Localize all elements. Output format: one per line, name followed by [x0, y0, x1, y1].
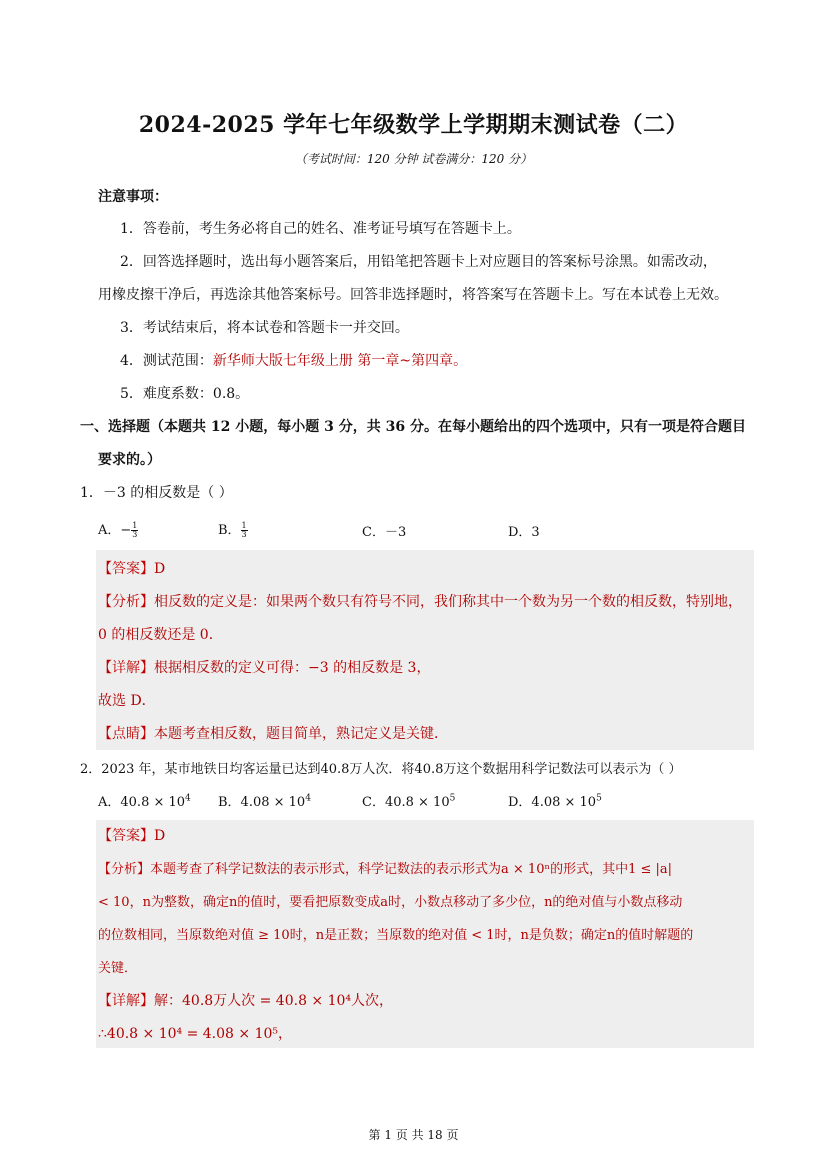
q1-solution-panel — [96, 550, 754, 750]
note-item-4-label: 4．测试范围： — [120, 353, 213, 369]
q1-detail: 【详解】根据相反数的定义可得：−3 的相反数是 3， — [98, 660, 431, 676]
q1-analysis: 【分析】相反数的定义是：如果两个数只有符号不同，我们称其中一个数为另一个数的相反数，特别地， — [98, 594, 742, 610]
q2-answer: 【答案】D — [98, 828, 166, 844]
q2-analysis-cont-3: 关键． — [98, 961, 138, 976]
q1-option-d: D．3 — [508, 525, 540, 540]
section-heading-cont: 要求的。） — [98, 452, 161, 468]
question-2-stem: 2．2023 年，某市地铁日均客运量已达到40.8万人次．将40.8万这个数据用科学记数法可以表示为（ ） — [80, 762, 682, 777]
note-item-1: 1．答卷前，考生务必将自己的姓名、准考证号填写在答题卡上。 — [120, 221, 521, 237]
q1-answer: 【答案】D — [98, 561, 166, 577]
q1-option-c: C．－3 — [362, 525, 407, 540]
q2-detail: 【详解】解：40.8万人次 = 40.8 × 10⁴人次， — [98, 993, 394, 1009]
question-1-stem: 1．－3 的相反数是（ ） — [80, 485, 233, 501]
q2-analysis-cont-2: 的位数相同，当原数绝对值 ≥ 10时，n是正数；当原数的绝对值 < 1时，n是负数；确定n的值时解题的 — [98, 928, 694, 943]
q1-comment: 【点睛】本题考查相反数，题目简单，熟记定义是关键． — [98, 726, 448, 742]
q2-analysis: 【分析】本题考查了科学记数法的表示形式，科学记数法的表示形式为a × 10ⁿ的形式，其中1 ≤ |a| — [98, 862, 673, 877]
q2-option-c: C．$40.8 \times 10^5$ — [362, 793, 456, 810]
q1-analysis-cont: 0 的相反数还是 0． — [98, 627, 223, 643]
notes-heading: 注意事项： — [98, 189, 168, 205]
note-item-5: 5．难度系数：0.8。 — [120, 386, 250, 402]
q1-detail-cont: 故选 D． — [98, 693, 156, 709]
note-item-2-cont: 用橡皮擦干净后，再选涂其他答案标号。回答非选择题时，将答案写在答题卡上。写在本试卷上无效。 — [98, 287, 728, 303]
q2-option-d: D．$4.08 \times 10^5$ — [508, 793, 602, 810]
q1-option-a: A．− $\frac{1}{3}$ — [98, 521, 138, 539]
q1-option-b: B． $\frac{1}{3}$ — [218, 521, 247, 539]
section-heading: 一、选择题（本题共 12 小题，每小题 3 分，共 36 分。在每小题给出的四个选项中，只有一项是符合题目 — [80, 419, 746, 435]
note-item-2: 2．回答选择题时，选出每小题答案后，用铅笔把答题卡上对应题目的答案标号涂黑。如需改动， — [120, 254, 717, 270]
q2-detail-cont: ∴40.8 × 10⁴ = 4.08 × 10⁵， — [98, 1026, 292, 1042]
test-scope: 新华师大版七年级上册 第一章~第四章。 — [212, 353, 468, 369]
note-item-3: 3．考试结束后，将本试卷和答题卡一并交回。 — [120, 320, 409, 336]
q2-option-b: B．$4.08 \times 10^4$ — [218, 793, 311, 810]
note-item-4 — [120, 350, 467, 370]
page-number: 第 1 页 共 18 页 — [368, 1128, 459, 1142]
fraction: $\frac{1}{3}$ — [132, 521, 138, 539]
q2-analysis-cont-1: < 10，n为整数，确定n的值时，要看把原数变成a时，小数点移动了多少位，n的绝对值与小数点移动 — [98, 895, 683, 910]
q2-solution-panel — [96, 820, 754, 1048]
fraction: $\frac{1}{3}$ — [241, 521, 247, 539]
q2-option-a: A．$40.8 \times 10^4$ — [98, 793, 191, 810]
page-title: 2024-2025 学年七年级数学上学期期末测试卷（二） — [138, 112, 689, 138]
exam-info: （考试时间：120 分钟 试卷满分：120 分） — [294, 152, 533, 166]
